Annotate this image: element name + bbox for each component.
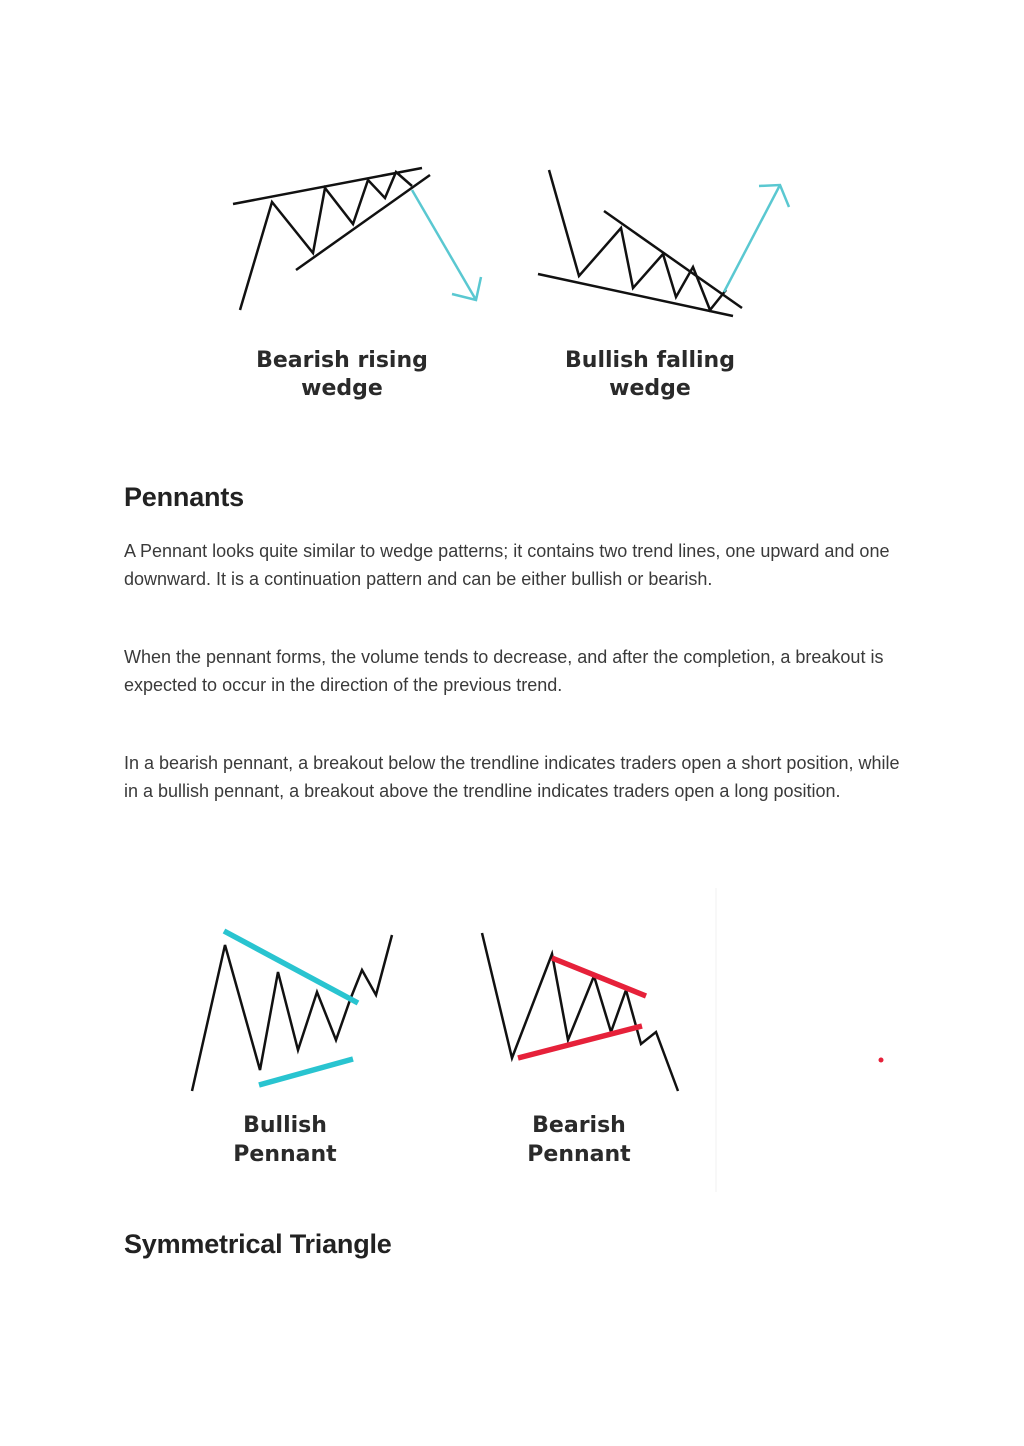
bearish-wedge-caption-line1: Bearish rising [256, 348, 428, 373]
bullish-pennant-diagram [192, 931, 392, 1167]
bullish-pennant-caption-line1: Bullish [243, 1113, 327, 1138]
pennants-paragraph-1: A Pennant looks quite similar to wedge patterns; it contains two trend lines, one upward and one downward. It is a continuation pattern and can be either bullish or bearish. [124, 541, 890, 589]
price-zigzag [240, 172, 412, 310]
pennants-heading: Pennants [124, 482, 244, 512]
wedge-patterns-figure [200, 150, 820, 420]
lower-trendline [518, 1026, 642, 1058]
price-zigzag [192, 935, 392, 1091]
bearish-wedge-caption-line2: wedge [301, 376, 383, 401]
lower-trendline [259, 1059, 353, 1085]
bearish-pennant-caption-line1: Bearish [532, 1113, 626, 1138]
bullish-wedge-caption-line2: wedge [609, 376, 691, 401]
upper-trendline [224, 931, 358, 1003]
bullish-falling-wedge-diagram [538, 170, 789, 401]
bullish-pennant-caption-line2: Pennant [233, 1142, 337, 1167]
bearish-rising-wedge-diagram [233, 168, 481, 401]
symmetrical-triangle-heading: Symmetrical Triangle [124, 1229, 392, 1259]
pennants-paragraph-2: When the pennant forms, the volume tends to decrease, and after the completion, a breakout is expected to occur in the direction of the previous trend. [124, 647, 884, 695]
pennants-paragraph-3: In a bearish pennant, a breakout below the trendline indicates traders open a short position, while in a bullish pennant, a breakout above the trendline indicates traders open a long position. [124, 753, 900, 801]
breakdown-arrow [412, 190, 476, 300]
bearish-pennant-caption-line2: Pennant [527, 1142, 631, 1167]
price-zigzag [482, 933, 678, 1091]
bullish-wedge-caption-line1: Bullish falling [565, 348, 735, 373]
pennant-patterns-figure [180, 880, 900, 1200]
upper-trendline [233, 168, 422, 204]
bearish-pennant-diagram [482, 933, 678, 1167]
red-dot-mark [879, 1058, 884, 1063]
breakout-arrow [724, 185, 780, 292]
price-zigzag [549, 170, 726, 310]
arrow-head-icon [452, 277, 481, 300]
